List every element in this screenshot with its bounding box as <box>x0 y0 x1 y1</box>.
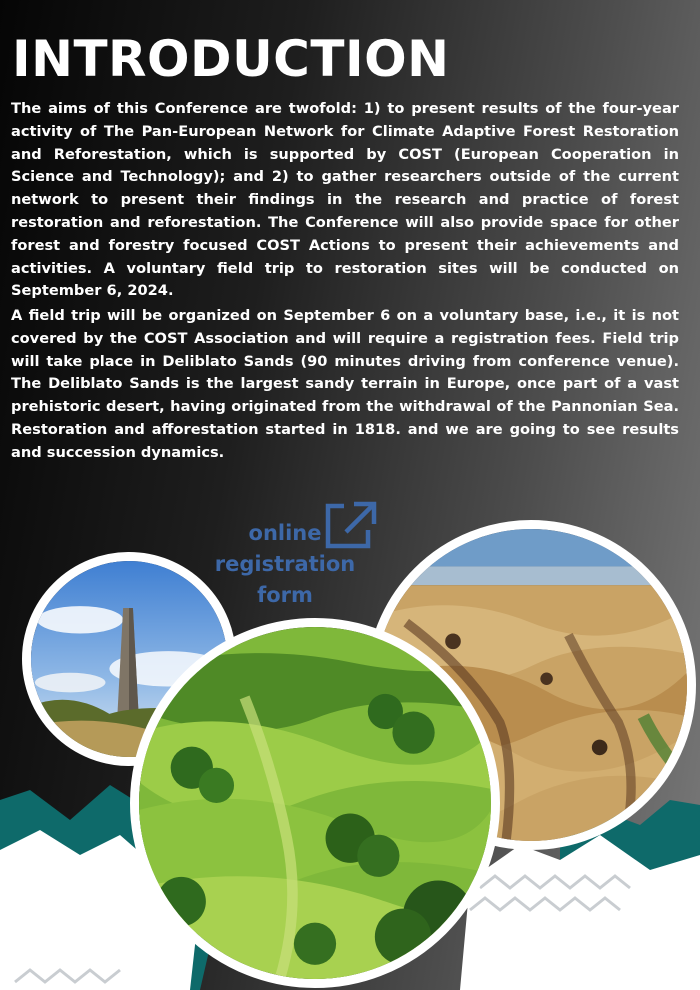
registration-link-line-1: online <box>248 521 322 545</box>
green-hills-photo <box>130 618 500 988</box>
registration-link-line-3: form <box>257 583 313 607</box>
external-link-icon[interactable] <box>322 500 378 550</box>
intro-paragraph-field-trip: A field trip will be organized on September 6 on a voluntary base, i.e., it is not covered by the COST Association and will require a registration fees. Field trip will take place in Deliblato Sands (90 minutes driving from conference venue). The Deliblato Sands is the largest sandy terrain in Europe, once part of a vast prehistoric desert, having originated from the withdrawal of the Pannonian Sea. Restoration and afforestation started in 1818. and we are going to see results and succession dynamics. <box>11 307 679 461</box>
registration-link-line-2: registration <box>214 552 356 576</box>
page-title: INTRODUCTION <box>12 30 450 88</box>
intro-paragraph-aims: The aims of this Conference are twofold: 1) to present results of the four-year activity of The Pan-European Network for Climate Adaptive Forest Restoration and Reforestation, which is supported by COST (European Cooperation in Science and Technology); and 2) to gather researchers outside of the current network to present their findings in the research and practice of forest restoration and reforestation. The Conference will also provide space for other forest and forestry focused COST Actions to present their achievements and activities. A voluntary field trip to restoration sites will be conducted on September 6, 2024. <box>11 100 679 300</box>
